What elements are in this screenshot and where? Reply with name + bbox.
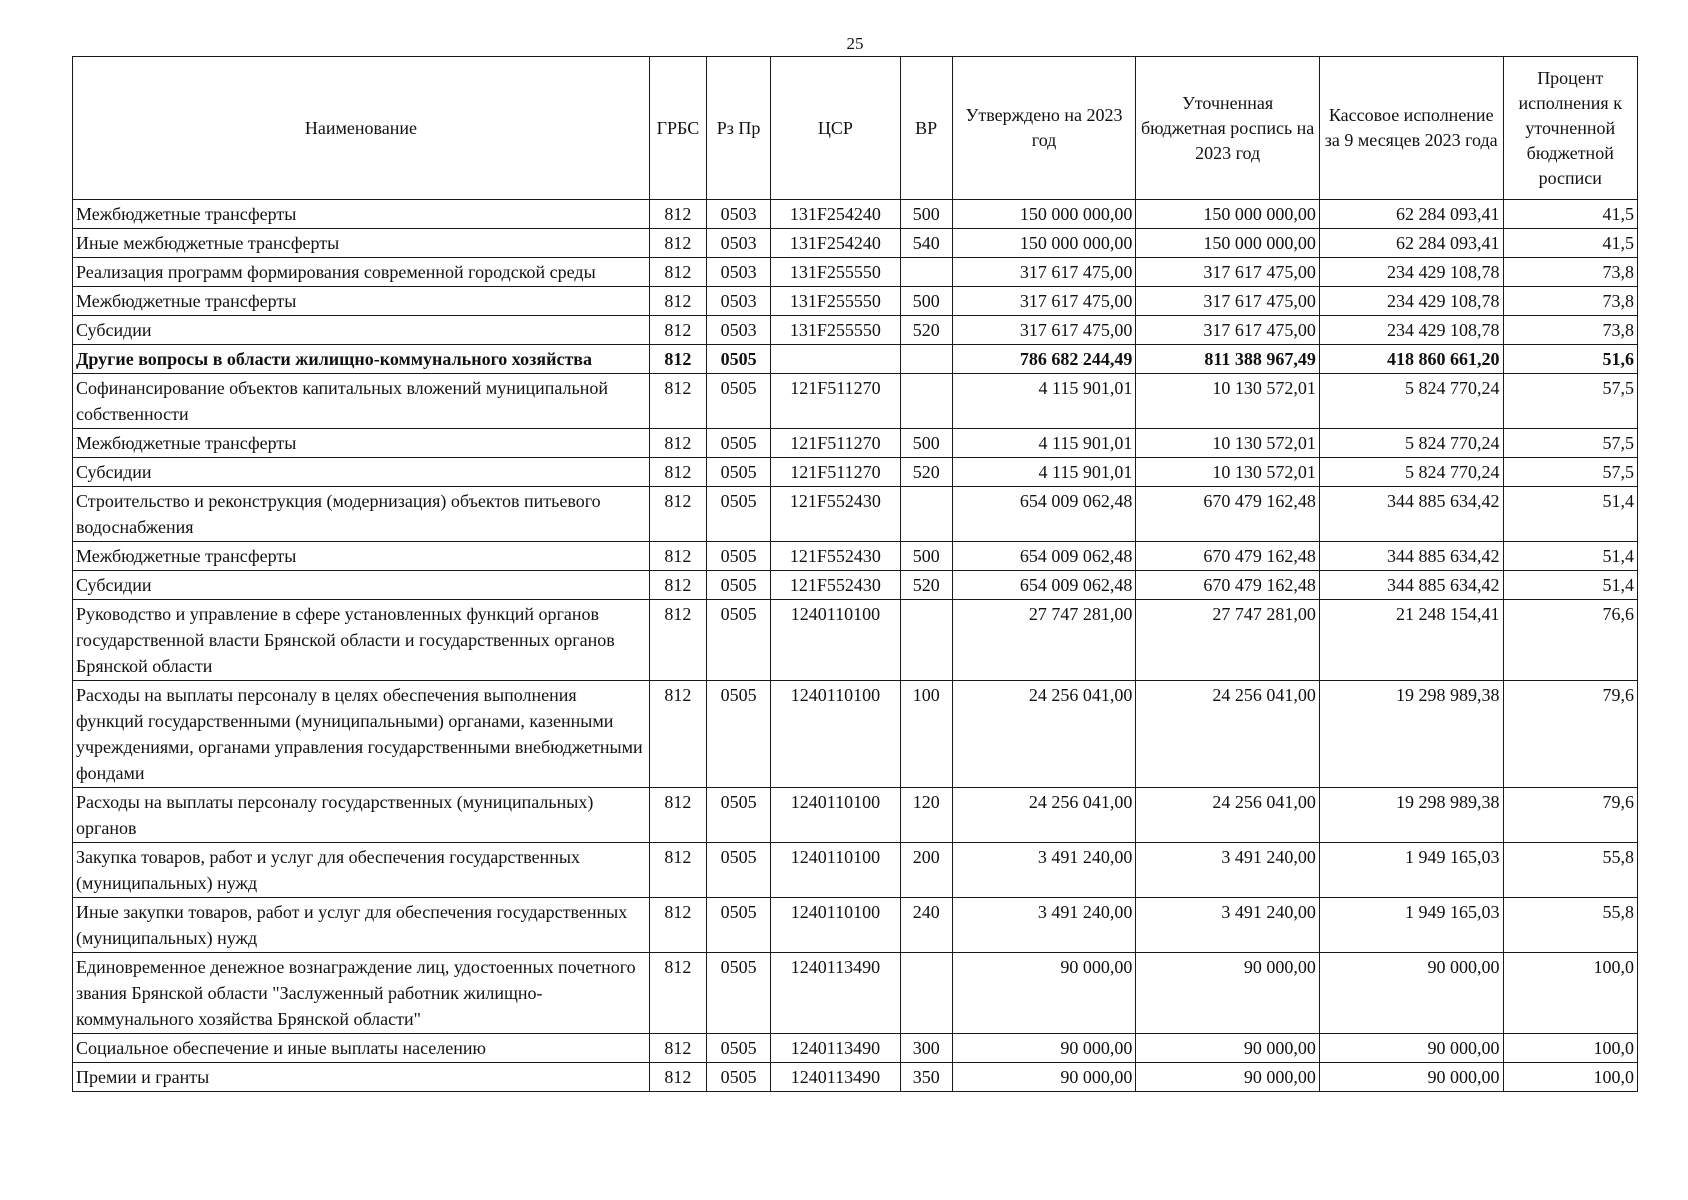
cell-percent: 51,4	[1503, 542, 1638, 571]
cell-refined: 10 130 572,01	[1136, 458, 1320, 487]
cell-rzpr: 0505	[707, 1063, 771, 1092]
table-row	[73, 229, 1638, 258]
cell-csr: 131F254240	[771, 200, 900, 229]
cell-percent: 55,8	[1503, 843, 1638, 898]
cell-cash: 90 000,00	[1319, 953, 1503, 1034]
cell-rzpr: 0505	[707, 345, 771, 374]
cell-rzpr: 0505	[707, 1034, 771, 1063]
cell-vr: 540	[900, 229, 952, 258]
cell-percent: 73,8	[1503, 316, 1638, 345]
cell-approved: 90 000,00	[952, 1063, 1136, 1092]
cell-percent: 73,8	[1503, 287, 1638, 316]
header-percent: Процент исполнения к уточненной бюджетной росписи	[1503, 57, 1638, 200]
cell-cash: 5 824 770,24	[1319, 374, 1503, 429]
cell-cash: 234 429 108,78	[1319, 316, 1503, 345]
cell-cash: 418 860 661,20	[1319, 345, 1503, 374]
table-row	[73, 542, 1638, 571]
cell-vr: 120	[900, 788, 952, 843]
cell-approved: 90 000,00	[952, 1034, 1136, 1063]
cell-rzpr: 0505	[707, 374, 771, 429]
cell-refined: 24 256 041,00	[1136, 681, 1320, 788]
cell-cash: 21 248 154,41	[1319, 600, 1503, 681]
table-row	[73, 600, 1638, 681]
cell-csr: 131F254240	[771, 229, 900, 258]
cell-name: Другие вопросы в области жилищно-коммунального хозяйства	[73, 345, 650, 374]
table-row	[73, 953, 1638, 1034]
cell-grbs: 812	[649, 898, 706, 953]
cell-cash: 1 949 165,03	[1319, 898, 1503, 953]
cell-name: Иные межбюджетные трансферты	[73, 229, 650, 258]
cell-grbs: 812	[649, 316, 706, 345]
cell-grbs: 812	[649, 487, 706, 542]
table-row	[73, 1063, 1638, 1092]
cell-refined: 90 000,00	[1136, 1063, 1320, 1092]
cell-cash: 1 949 165,03	[1319, 843, 1503, 898]
cell-approved: 90 000,00	[952, 953, 1136, 1034]
cell-refined: 317 617 475,00	[1136, 287, 1320, 316]
header-grbs: ГРБС	[649, 57, 706, 200]
table-row	[73, 429, 1638, 458]
cell-rzpr: 0503	[707, 200, 771, 229]
cell-refined: 10 130 572,01	[1136, 429, 1320, 458]
cell-vr	[900, 600, 952, 681]
cell-cash: 62 284 093,41	[1319, 200, 1503, 229]
cell-name: Субсидии	[73, 571, 650, 600]
cell-rzpr: 0505	[707, 429, 771, 458]
cell-refined: 317 617 475,00	[1136, 316, 1320, 345]
cell-refined: 670 479 162,48	[1136, 542, 1320, 571]
cell-grbs: 812	[649, 258, 706, 287]
cell-vr: 500	[900, 542, 952, 571]
cell-vr	[900, 953, 952, 1034]
cell-percent: 51,4	[1503, 571, 1638, 600]
cell-percent: 57,5	[1503, 374, 1638, 429]
cell-csr: 1240110100	[771, 788, 900, 843]
cell-grbs: 812	[649, 600, 706, 681]
cell-rzpr: 0505	[707, 571, 771, 600]
cell-cash: 234 429 108,78	[1319, 258, 1503, 287]
cell-vr: 500	[900, 429, 952, 458]
cell-name: Закупка товаров, работ и услуг для обеспечения государственных (муниципальных) нужд	[73, 843, 650, 898]
header-cash: Кассовое исполнение за 9 месяцев 2023 года	[1319, 57, 1503, 200]
cell-name: Межбюджетные трансферты	[73, 287, 650, 316]
cell-cash: 19 298 989,38	[1319, 788, 1503, 843]
cell-csr: 1240110100	[771, 843, 900, 898]
cell-percent: 79,6	[1503, 681, 1638, 788]
cell-name: Единовременное денежное вознаграждение лиц, удостоенных почетного звания Брянской области "Заслуженный работник жилищно-коммунального хозяйства Брянской области"	[73, 953, 650, 1034]
header-row	[73, 57, 1638, 200]
cell-percent: 100,0	[1503, 1063, 1638, 1092]
table-row	[73, 788, 1638, 843]
table-row	[73, 1034, 1638, 1063]
cell-name: Расходы на выплаты персоналу государственных (муниципальных) органов	[73, 788, 650, 843]
cell-percent: 57,5	[1503, 429, 1638, 458]
cell-csr: 121F552430	[771, 542, 900, 571]
header-csr: ЦСР	[771, 57, 900, 200]
cell-percent: 76,6	[1503, 600, 1638, 681]
cell-percent: 100,0	[1503, 1034, 1638, 1063]
cell-percent: 51,4	[1503, 487, 1638, 542]
cell-name: Софинансирование объектов капитальных вложений муниципальной собственности	[73, 374, 650, 429]
cell-csr: 121F552430	[771, 571, 900, 600]
cell-name: Руководство и управление в сфере установленных функций органов государственной власти Брянской области и государственных органов Брянской области	[73, 600, 650, 681]
cell-approved: 24 256 041,00	[952, 788, 1136, 843]
cell-percent: 41,5	[1503, 200, 1638, 229]
cell-refined: 24 256 041,00	[1136, 788, 1320, 843]
cell-csr: 1240113490	[771, 1063, 900, 1092]
cell-grbs: 812	[649, 345, 706, 374]
cell-rzpr: 0503	[707, 287, 771, 316]
cell-rzpr: 0505	[707, 788, 771, 843]
cell-grbs: 812	[649, 458, 706, 487]
cell-cash: 90 000,00	[1319, 1063, 1503, 1092]
cell-name: Межбюджетные трансферты	[73, 429, 650, 458]
cell-vr: 200	[900, 843, 952, 898]
cell-cash: 19 298 989,38	[1319, 681, 1503, 788]
cell-name: Социальное обеспечение и иные выплаты населению	[73, 1034, 650, 1063]
cell-approved: 4 115 901,01	[952, 458, 1136, 487]
cell-approved: 3 491 240,00	[952, 843, 1136, 898]
cell-percent: 57,5	[1503, 458, 1638, 487]
cell-approved: 654 009 062,48	[952, 542, 1136, 571]
cell-percent: 51,6	[1503, 345, 1638, 374]
page-number: 25	[846, 34, 864, 53]
cell-approved: 317 617 475,00	[952, 287, 1136, 316]
cell-refined: 27 747 281,00	[1136, 600, 1320, 681]
cell-approved: 150 000 000,00	[952, 200, 1136, 229]
cell-approved: 317 617 475,00	[952, 316, 1136, 345]
table-row	[73, 843, 1638, 898]
cell-rzpr: 0505	[707, 458, 771, 487]
cell-refined: 811 388 967,49	[1136, 345, 1320, 374]
cell-approved: 24 256 041,00	[952, 681, 1136, 788]
cell-approved: 3 491 240,00	[952, 898, 1136, 953]
cell-cash: 5 824 770,24	[1319, 458, 1503, 487]
table-row	[73, 487, 1638, 542]
cell-name: Расходы на выплаты персоналу в целях обеспечения выполнения функций государственными (муниципальными) органами, казенными учреждениями, органами управления государственными внебюджетными фондами	[73, 681, 650, 788]
table-row	[73, 345, 1638, 374]
cell-grbs: 812	[649, 1034, 706, 1063]
header-approved: Утверждено на 2023 год	[952, 57, 1136, 200]
cell-csr: 1240110100	[771, 681, 900, 788]
header-vr: ВР	[900, 57, 952, 200]
cell-csr: 1240110100	[771, 600, 900, 681]
cell-refined: 10 130 572,01	[1136, 374, 1320, 429]
table-row	[73, 458, 1638, 487]
table-row	[73, 316, 1638, 345]
cell-approved: 317 617 475,00	[952, 258, 1136, 287]
cell-rzpr: 0505	[707, 542, 771, 571]
header-rzpr: Рз Пр	[707, 57, 771, 200]
cell-rzpr: 0505	[707, 843, 771, 898]
cell-approved: 4 115 901,01	[952, 429, 1136, 458]
cell-vr: 100	[900, 681, 952, 788]
cell-name: Строительство и реконструкция (модернизация) объектов питьевого водоснабжения	[73, 487, 650, 542]
cell-refined: 90 000,00	[1136, 953, 1320, 1034]
cell-approved: 27 747 281,00	[952, 600, 1136, 681]
cell-name: Премии и гранты	[73, 1063, 650, 1092]
cell-name: Межбюджетные трансферты	[73, 542, 650, 571]
cell-grbs: 812	[649, 1063, 706, 1092]
table-row	[73, 287, 1638, 316]
cell-csr: 121F511270	[771, 429, 900, 458]
cell-grbs: 812	[649, 788, 706, 843]
cell-refined: 150 000 000,00	[1136, 229, 1320, 258]
cell-grbs: 812	[649, 571, 706, 600]
cell-vr	[900, 374, 952, 429]
cell-vr: 500	[900, 287, 952, 316]
cell-name: Иные закупки товаров, работ и услуг для обеспечения государственных (муниципальных) нужд	[73, 898, 650, 953]
cell-refined: 670 479 162,48	[1136, 487, 1320, 542]
cell-name: Субсидии	[73, 458, 650, 487]
budget-table	[72, 56, 1638, 1092]
cell-approved: 654 009 062,48	[952, 487, 1136, 542]
cell-grbs: 812	[649, 374, 706, 429]
cell-csr: 121F511270	[771, 374, 900, 429]
table-body	[73, 200, 1638, 1092]
table-row	[73, 681, 1638, 788]
cell-grbs: 812	[649, 229, 706, 258]
cell-rzpr: 0505	[707, 681, 771, 788]
cell-cash: 5 824 770,24	[1319, 429, 1503, 458]
cell-cash: 234 429 108,78	[1319, 287, 1503, 316]
cell-grbs: 812	[649, 843, 706, 898]
cell-vr: 240	[900, 898, 952, 953]
cell-cash: 344 885 634,42	[1319, 487, 1503, 542]
cell-percent: 41,5	[1503, 229, 1638, 258]
cell-vr: 350	[900, 1063, 952, 1092]
cell-name: Субсидии	[73, 316, 650, 345]
cell-approved: 150 000 000,00	[952, 229, 1136, 258]
cell-csr: 121F511270	[771, 458, 900, 487]
cell-percent: 79,6	[1503, 788, 1638, 843]
cell-cash: 344 885 634,42	[1319, 571, 1503, 600]
cell-refined: 3 491 240,00	[1136, 898, 1320, 953]
cell-percent: 100,0	[1503, 953, 1638, 1034]
table-row	[73, 374, 1638, 429]
cell-csr: 1240113490	[771, 1034, 900, 1063]
cell-cash: 90 000,00	[1319, 1034, 1503, 1063]
cell-vr: 520	[900, 458, 952, 487]
cell-vr: 300	[900, 1034, 952, 1063]
cell-grbs: 812	[649, 200, 706, 229]
table-row	[73, 258, 1638, 287]
cell-csr: 131F255550	[771, 258, 900, 287]
cell-rzpr: 0503	[707, 258, 771, 287]
cell-vr	[900, 345, 952, 374]
cell-csr	[771, 345, 900, 374]
header-refined: Уточненная бюджетная роспись на 2023 год	[1136, 57, 1320, 200]
cell-rzpr: 0505	[707, 953, 771, 1034]
cell-rzpr: 0505	[707, 487, 771, 542]
cell-approved: 654 009 062,48	[952, 571, 1136, 600]
cell-rzpr: 0505	[707, 600, 771, 681]
cell-grbs: 812	[649, 429, 706, 458]
cell-cash: 62 284 093,41	[1319, 229, 1503, 258]
cell-refined: 670 479 162,48	[1136, 571, 1320, 600]
cell-name: Межбюджетные трансферты	[73, 200, 650, 229]
cell-csr: 131F255550	[771, 316, 900, 345]
cell-vr	[900, 258, 952, 287]
cell-csr: 1240110100	[771, 898, 900, 953]
cell-csr: 121F552430	[771, 487, 900, 542]
cell-rzpr: 0505	[707, 898, 771, 953]
cell-grbs: 812	[649, 287, 706, 316]
cell-grbs: 812	[649, 542, 706, 571]
cell-grbs: 812	[649, 953, 706, 1034]
cell-vr: 520	[900, 316, 952, 345]
cell-csr: 1240113490	[771, 953, 900, 1034]
cell-refined: 317 617 475,00	[1136, 258, 1320, 287]
cell-vr: 520	[900, 571, 952, 600]
table-row	[73, 571, 1638, 600]
cell-cash: 344 885 634,42	[1319, 542, 1503, 571]
cell-refined: 90 000,00	[1136, 1034, 1320, 1063]
header-name: Наименование	[73, 57, 650, 200]
cell-rzpr: 0503	[707, 316, 771, 345]
table-row	[73, 898, 1638, 953]
cell-vr: 500	[900, 200, 952, 229]
cell-vr	[900, 487, 952, 542]
cell-refined: 150 000 000,00	[1136, 200, 1320, 229]
cell-percent: 55,8	[1503, 898, 1638, 953]
cell-percent: 73,8	[1503, 258, 1638, 287]
cell-grbs: 812	[649, 681, 706, 788]
table-row	[73, 200, 1638, 229]
cell-approved: 786 682 244,49	[952, 345, 1136, 374]
cell-csr: 131F255550	[771, 287, 900, 316]
cell-name: Реализация программ формирования современной городской среды	[73, 258, 650, 287]
cell-approved: 4 115 901,01	[952, 374, 1136, 429]
cell-refined: 3 491 240,00	[1136, 843, 1320, 898]
cell-rzpr: 0503	[707, 229, 771, 258]
